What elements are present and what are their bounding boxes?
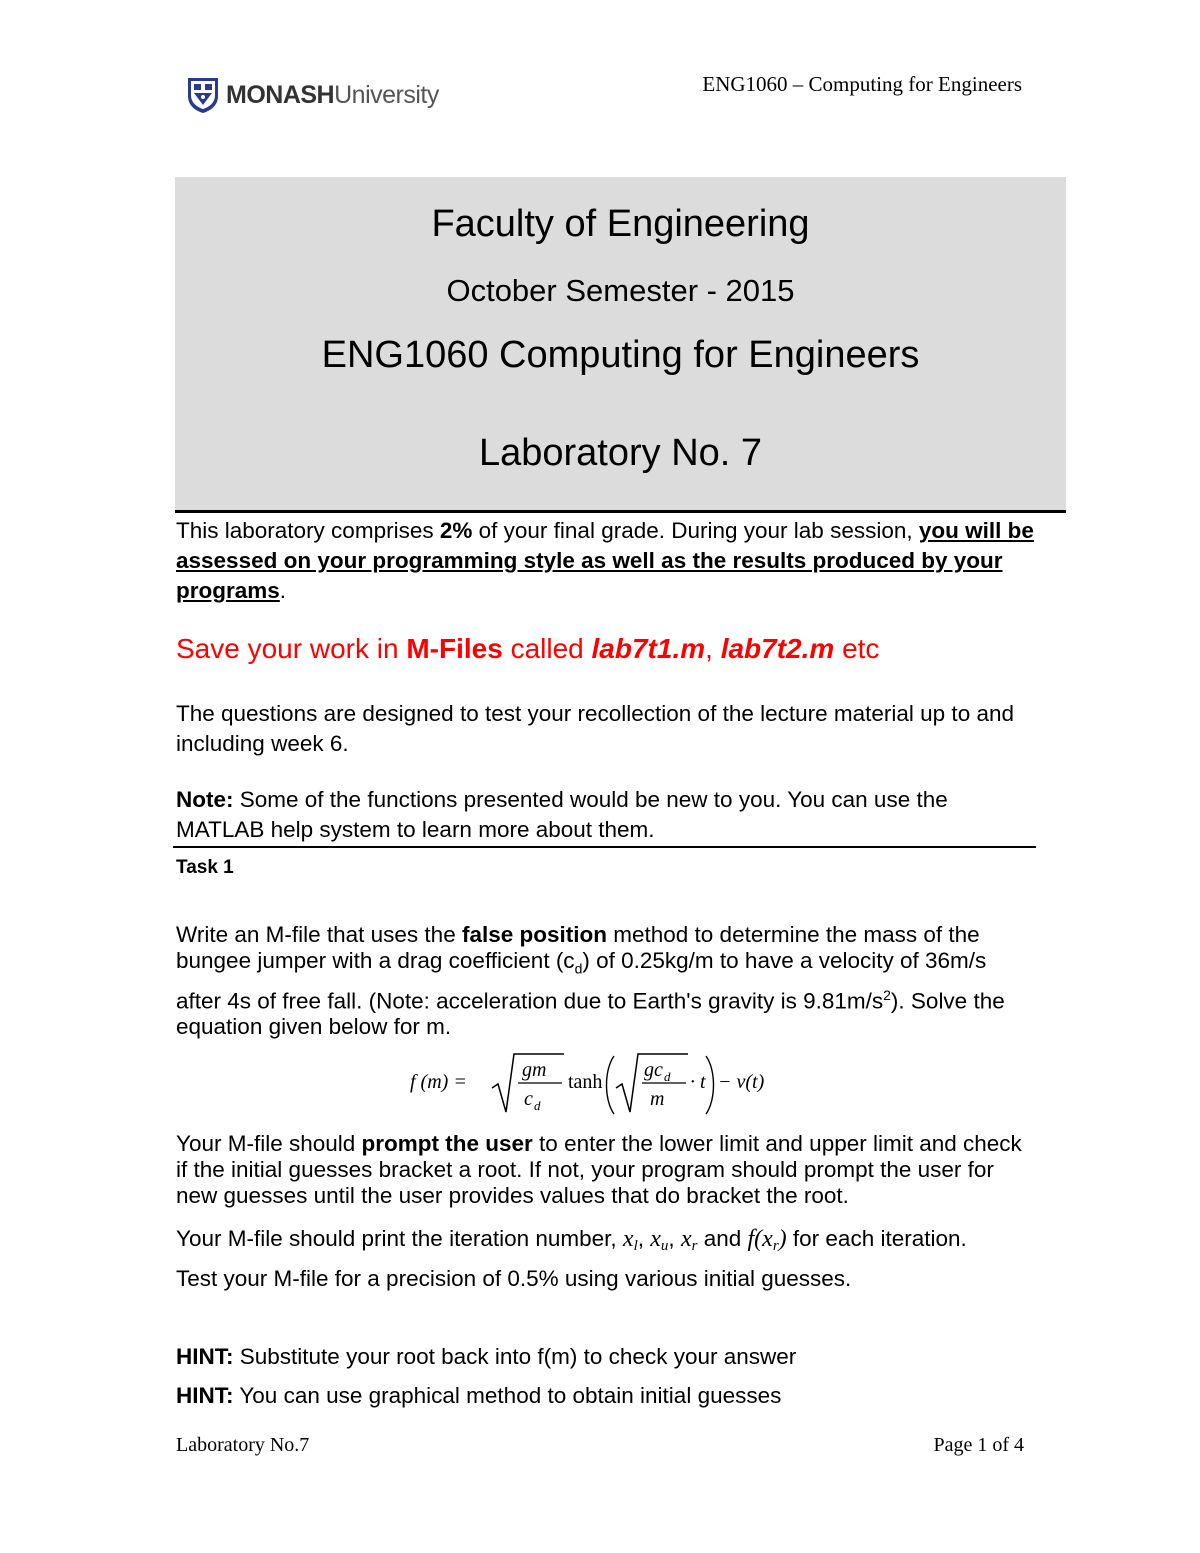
course-title: ENG1060 Computing for Engineers [321,334,920,376]
sub-r: r [691,1238,698,1254]
questions-paragraph: The questions are designed to test your recollection of the lecture material up to and including week 6. [176,701,1014,756]
logo-light-text: University [334,80,439,109]
semester-title: October Semester - 2015 [446,273,795,308]
task-text: ). Solve the equation given below for m. [176,988,1005,1039]
f-close: ) [778,1226,787,1252]
sub-l: l [633,1238,638,1254]
save-instruction [176,633,879,665]
hint-label: HINT: [176,1344,234,1369]
task-text: Write an M-file that uses the [176,922,462,947]
eq-frac2-den: m [650,1088,665,1110]
intro-paragraph [176,516,1036,606]
section-divider [173,846,1036,848]
save-text: , [705,633,721,664]
save-text: called [502,633,592,664]
task-text: ) of 0.25kg/m to have a velocity of 36m/s after 4s of free fall. (Note: acceleration due to Earth's gravity is 9.81m/s [176,948,987,1013]
test-paragraph: Test your M-file for a precision of 0.5% using various initial guesses. [176,1266,852,1291]
eq-frac1-num: gm [522,1059,547,1081]
f-open: f( [747,1226,763,1252]
bungee-equation [410,1050,780,1118]
logo-bold-text: MONASH [226,80,335,109]
note-label: Note: [176,787,234,812]
left-paren-icon [607,1056,615,1114]
title-box [175,177,1066,513]
and-text: and [697,1226,748,1251]
monash-crest-icon [186,76,220,114]
assessment-emphasis: you will be assessed on your programming style as well as the results produced by your programs [176,518,1034,603]
superscript: 2 [883,986,891,1003]
hint-1 [176,1344,1036,1370]
subscript: d [574,960,583,977]
var-x: x [762,1226,773,1252]
task-text: Your M-file should print the iteration number, [176,1226,623,1251]
hint-text: Substitute your root back into f(m) to check your answer [233,1344,797,1369]
note-text: Some of the functions presented would be new to you. You can use the MATLAB help system to learn more about them. [176,787,948,842]
eq-frac1-den: c [524,1088,533,1110]
hint-label: HINT: [176,1383,234,1408]
var-x: x [622,1226,634,1252]
save-text: Save your work in [176,633,407,664]
task-1-description [176,922,1036,1040]
right-paren-icon [706,1056,714,1114]
eq-den-sub: d [534,1098,541,1113]
note-paragraph [176,785,1036,845]
logo-wordmark [226,81,439,110]
sub-u: u [660,1238,669,1254]
eq-frac2-num: gc [644,1059,663,1081]
eq-num-sub: d [664,1069,671,1084]
footer-lab-number: Laboratory No.7 [176,1434,310,1456]
print-paragraph [176,1226,1036,1259]
task-text: Your M-file should [176,1131,362,1156]
lab-title: Laboratory No. 7 [478,432,763,474]
eq-tanh: tanh [568,1071,603,1093]
eq-lhs: f (m) = [410,1071,467,1093]
eq-rhs: − v(t) [718,1071,765,1093]
task-text: method to determine the mass of the bungee jumper with a drag coefficient (c [176,922,980,973]
file-name-1: lab7t1.m [591,633,706,664]
eq-times-t: · t [690,1071,706,1093]
intro-text: This laboratory comprises [176,518,440,543]
hint-2 [176,1383,1036,1409]
method-name: false position [461,922,607,947]
footer-page-number: Page 1 of 4 [933,1434,1024,1456]
faculty-title: Faculty of Engineering [431,203,810,245]
intro-text: . [279,578,287,603]
hint-text: You can use graphical method to obtain initial guesses [233,1383,782,1408]
prompt-paragraph [176,1131,1036,1209]
running-head: ENG1060 – Computing for Engineers [702,72,1022,96]
sub-r: r [772,1238,779,1254]
task-1-heading: Task 1 [176,857,234,878]
file-name-2: lab7t2.m [720,633,835,664]
grade-percent: 2% [439,518,473,543]
separator: , [637,1226,651,1251]
intro-text: of your final grade. During your lab session, [472,518,919,543]
save-text: etc [834,633,880,664]
task-text: for each iteration. [786,1226,967,1251]
var-x: x [680,1226,692,1252]
var-x: x [650,1226,661,1252]
prompt-emphasis: prompt the user [361,1131,533,1156]
separator: , [668,1226,681,1251]
mfiles-label: M-Files [406,633,503,664]
task-text: to enter the lower limit and upper limit and check if the initial guesses bracket a root. If not, your program should prompt the user for new guesses until the user provides values that do bracket the root. [176,1131,1022,1208]
monash-logo [186,76,439,114]
